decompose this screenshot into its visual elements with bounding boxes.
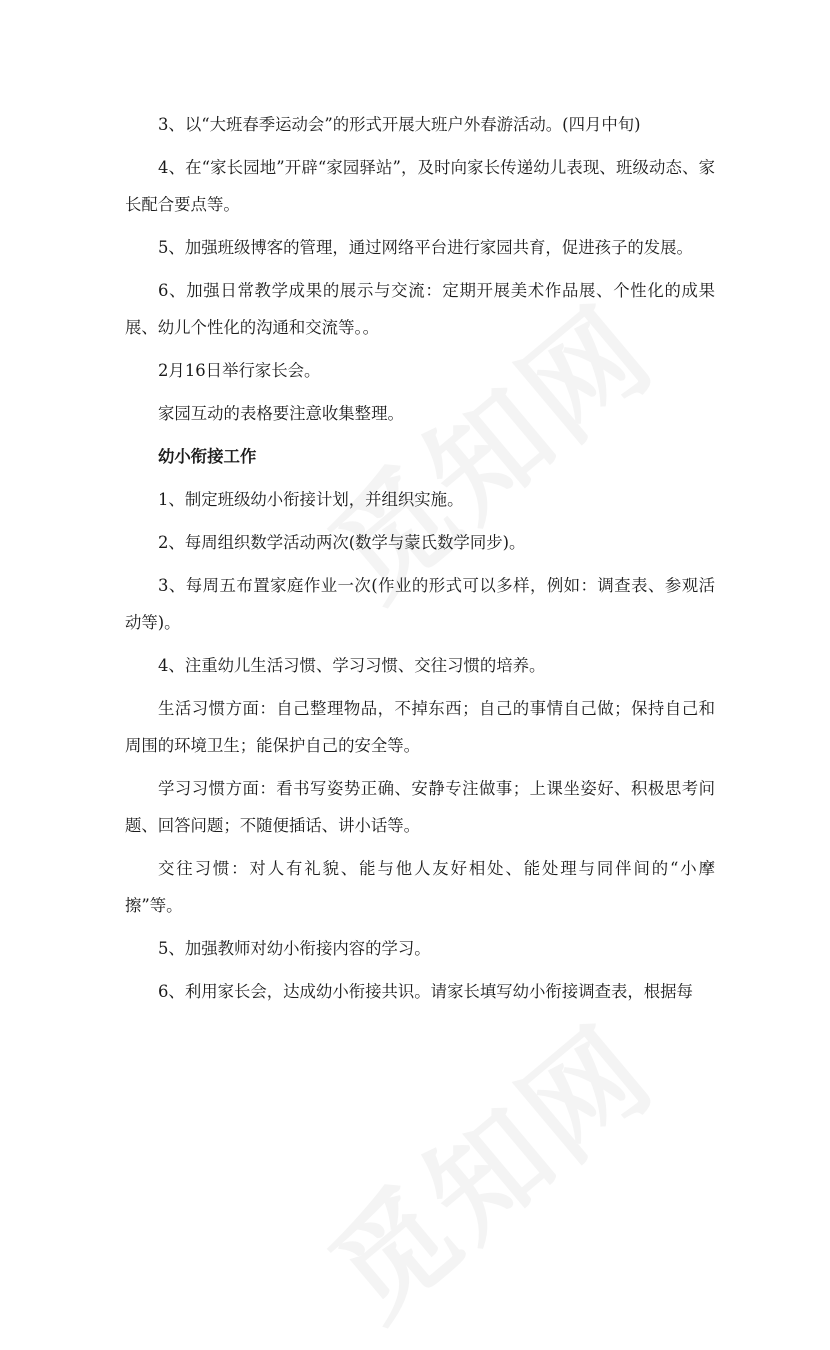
paragraph-class-blog: 5、加强班级博客的管理，通过网络平台进行家园共育，促进孩子的发展。 [158, 238, 693, 257]
paragraph-parent-meeting: 2月16日举行家长会。 [158, 361, 321, 380]
paragraph-teaching-results: 6、加强日常教学成果的展示与交流：定期开展美术作品展、个性化的成果展、幼儿个性化的沟通和交流等。。 [125, 281, 715, 337]
paragraph-habits: 4、注重幼儿生活习惯、学习习惯、交往习惯的培养。 [158, 656, 546, 675]
paragraph-living-habits: 生活习惯方面：自己整理物品，不掉东西；自己的事情自己做；保持自己和周围的环境卫生；能保护自己的安全等。 [125, 699, 715, 755]
watermark-bottom [289, 980, 683, 1349]
paragraph-transition-plan: 1、制定班级幼小衔接计划，并组织实施。 [158, 490, 464, 509]
paragraph-social-habits: 交往习惯：对人有礼貌、能与他人友好相处、能处理与同伴间的“小摩擦”等。 [125, 859, 715, 915]
paragraph-spring-sports: 3、以“大班春季运动会”的形式开展大班户外春游活动。(四月中旬) [158, 115, 641, 134]
paragraph-interaction-forms: 家园互动的表格要注意收集整理。 [158, 404, 404, 423]
paragraph-consensus: 6、利用家长会，达成幼小衔接共识。请家长填写幼小衔接调查表，根据每 [158, 982, 693, 1001]
paragraph-math-activities: 2、每周组织数学活动两次(数学与蒙氏数学同步)。 [158, 533, 526, 552]
paragraph-parent-garden: 4、在“家长园地”开辟“家园驿站”，及时向家长传递幼儿表现、班级动态、家长配合要点等。 [125, 158, 715, 214]
paragraph-homework: 3、每周五布置家庭作业一次(作业的形式可以多样，例如：调查表、参观活动等)。 [125, 576, 715, 632]
section-heading-transition: 幼小衔接工作 [158, 447, 257, 466]
paragraph-study-habits: 学习习惯方面：看书写姿势正确、安静专注做事；上课坐姿好、积极思考问题、回答问题；不随便插话、讲小话等。 [125, 779, 715, 835]
document-body [125, 106, 715, 1016]
paragraph-teacher-study: 5、加强教师对幼小衔接内容的学习。 [158, 939, 431, 958]
